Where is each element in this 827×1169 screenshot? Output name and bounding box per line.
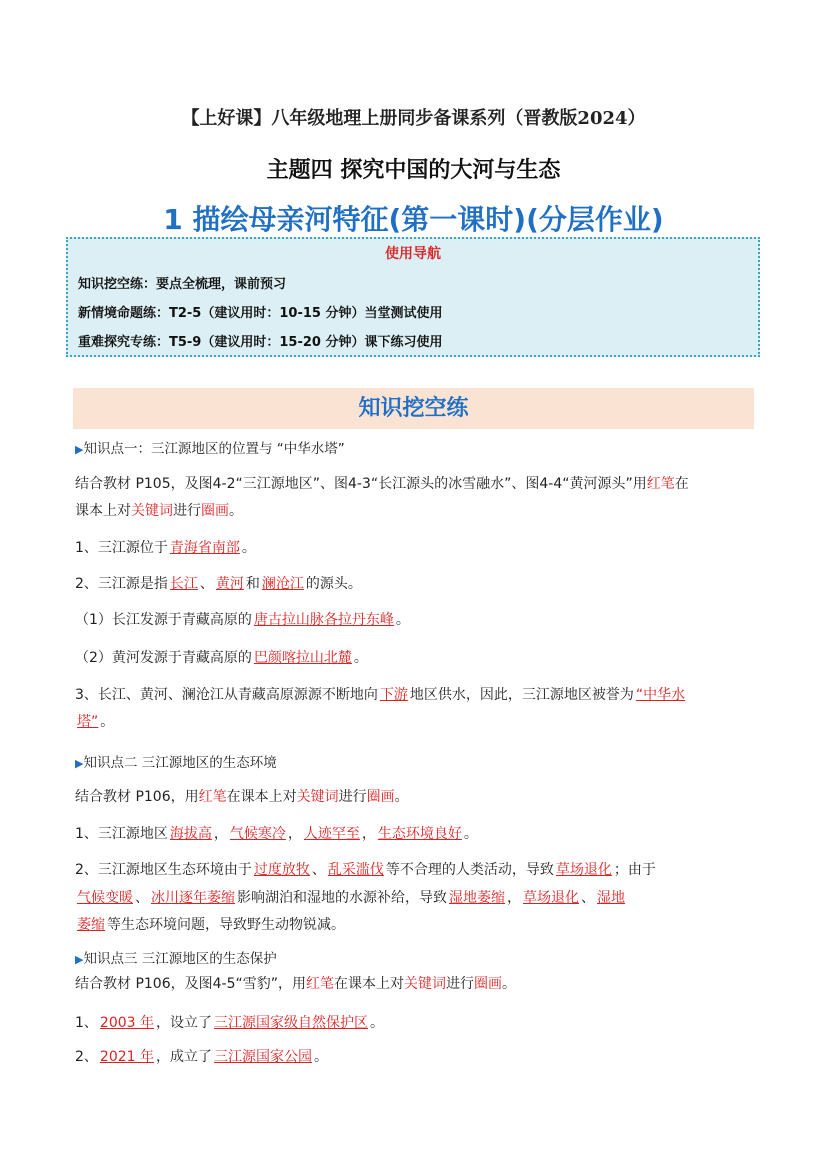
kp1-q3-line1: 3、长江、黄河、澜沧江从青藏高原源源不断地向 下游 地区供水，因此，三江源地区被誉为 “中华水 [75,684,687,706]
series-title: 【上好课】八年级地理上册同步备课系列（晋教版2024） [181,108,646,129]
section-title: 知识挖空练 [358,396,469,421]
kp1-q2-2: （2）黄河发源于青藏高原的 巴颜喀拉山北麓 。 [75,647,368,669]
kp3-heading: ▶知识点三 三江源地区的生态保护 [75,951,277,967]
answer-blank: 唐古拉山脉各拉丹东峰 [253,612,394,628]
kp2-q1: 1、三江源地区 海拔高 ， 气候寒冷 ， 人迹罕至 ， 生态环境良好 。 [75,823,478,845]
theme-title: 主题四 探究中国的大河与生态 [266,158,561,183]
kp3-intro: 结合教材 P106，及图4-5“雪豹”，用红笔在课本上对关键词进行圈画。 [75,976,516,992]
guide-line-3: 重难探究专练：T5-9（建议用时：15-20 分钟）课下练习使用 [78,335,443,350]
answer-blank: 三江源国家级自然保护区 [214,1015,369,1031]
kp2-q2-line1: 2、三江源地区生态环境由于 过度放牧 、 乱采滥伐 等不合理的人类活动，导致 草场退化 ；由于 [75,859,656,881]
answer-blank: 生态环境良好 [377,826,462,842]
answer-blank: “中华水 [635,687,686,703]
answer-blank: 三江源国家公园 [214,1049,313,1065]
answer-blank: 气候寒冷 [229,826,286,842]
answer-blank: 2003 年 [99,1015,155,1031]
answer-blank: 草场退化 [523,890,579,906]
answer-blank: 冰川逐年萎缩 [151,890,235,906]
kp1-q2-1: （1）长江发源于青藏高原的 唐古拉山脉各拉丹东峰 。 [75,609,410,631]
guide-title: 使用导航 [385,246,441,262]
answer-blank: 巴颜喀拉山北麓 [253,650,352,666]
answer-blank: 海拔高 [169,826,212,842]
triangle-icon: ▶ [75,757,84,770]
answer-blank: 黄河 [215,576,244,592]
kp2-q2-line3: 萎缩 等生态环境问题，导致野生动物锐减。 [75,914,345,936]
triangle-icon: ▶ [75,443,84,456]
kp1-heading: ▶知识点一：三江源地区的位置与 “中华水塔” [75,441,345,457]
answer-blank: 气候变暖 [77,890,133,906]
answer-blank: 人迹罕至 [303,826,360,842]
answer-blank: 过度放牧 [253,862,310,878]
answer-blank: 萎缩 [77,917,105,933]
triangle-icon: ▶ [75,953,84,966]
lesson-title: 1 描绘母亲河特征(第一课时)(分层作业) [163,203,664,236]
answer-blank: 塔” [77,714,99,730]
answer-blank: 草场退化 [555,862,612,878]
kp2-intro: 结合教材 P106，用红笔在课本上对关键词进行圈画。 [75,789,409,805]
answer-blank: 下游 [379,687,408,703]
kp2-heading: ▶知识点二 三江源地区的生态环境 [75,755,277,771]
kp3-q2: 2、 2021 年 ，成立了 三江源国家公园 。 [75,1046,328,1068]
answer-blank: 湿地萎缩 [449,890,505,906]
kp2-q2-line2: 气候变暖 、 冰川逐年萎缩 影响湖泊和湿地的水源补给，导致 湿地萎缩 ， 草场退化 、 湿地 [75,887,627,909]
kp3-q1: 1、 2003 年 ，设立了 三江源国家级自然保护区 。 [75,1012,384,1034]
kp1-intro-line1: 结合教材 P105，及图4-2“三江源地区”、图4-3“长江源头的冰雪融水”、图4-4“黄河源头”用红笔在 [75,476,689,492]
section-banner [73,388,754,429]
usage-guide-box [66,237,760,357]
guide-line-1: 知识挖空练：要点全梳理，课前预习 [78,277,287,292]
kp1-q3-line2: 塔” 。 [75,711,114,733]
kp1-q1: 1、三江源位于 青海省南部 。 [75,537,256,559]
answer-blank: 澜沧江 [261,576,304,592]
answer-blank: 湿地 [597,890,625,906]
kp1-intro-line2: 课本上对关键词进行圈画。 [75,503,243,519]
guide-line-2: 新情境命题练：T2-5（建议用时：10-15 分钟）当堂测试使用 [78,306,443,321]
answer-blank: 2021 年 [99,1049,155,1065]
kp1-q2: 2、三江源是指 长江 、 黄河 和 澜沧江 的源头。 [75,573,362,595]
answer-blank: 长江 [169,576,198,592]
answer-blank: 乱采滥伐 [327,862,384,878]
answer-blank: 青海省南部 [169,540,240,556]
